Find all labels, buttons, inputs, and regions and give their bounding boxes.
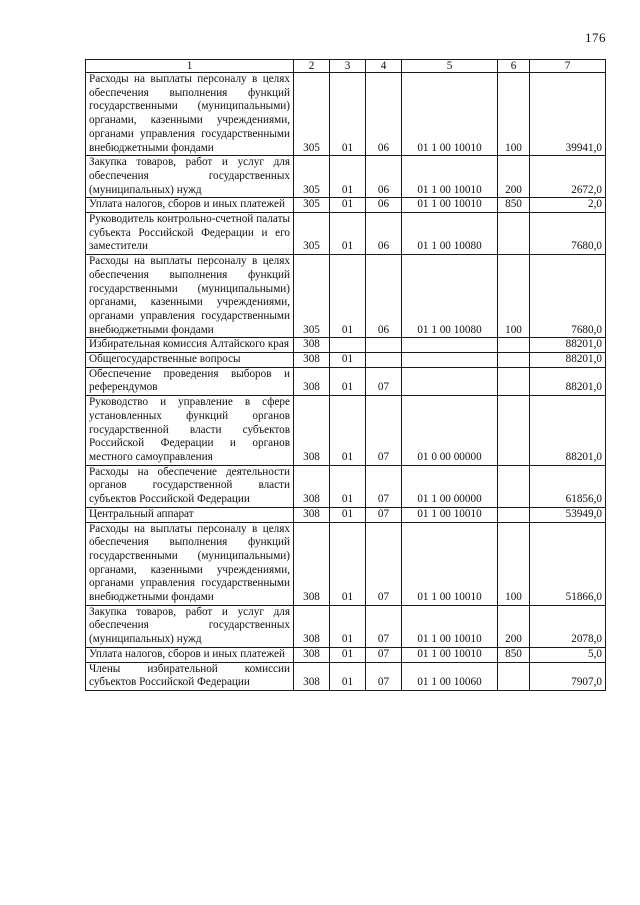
row-name-cell: Обеспечение проведения выборов и референдумов bbox=[86, 367, 294, 395]
ministry-code-cell: 308 bbox=[294, 507, 330, 522]
table-row bbox=[86, 353, 606, 368]
amount-cell: 7680,0 bbox=[530, 213, 606, 255]
target-article-cell: 01 1 00 10060 bbox=[402, 662, 498, 690]
expense-type-cell bbox=[498, 507, 530, 522]
row-name-cell: Члены избирательной комиссии субъектов Российской Федерации bbox=[86, 662, 294, 690]
column-header-section: 3 bbox=[330, 60, 366, 73]
row-name-cell: Центральный аппарат bbox=[86, 507, 294, 522]
section-code-cell: 01 bbox=[330, 662, 366, 690]
target-article-cell: 01 1 00 10010 bbox=[402, 156, 498, 198]
ministry-code-cell: 308 bbox=[294, 662, 330, 690]
row-name-cell: Уплата налогов, сборов и иных платежей bbox=[86, 198, 294, 213]
column-header-name: 1 bbox=[86, 60, 294, 73]
amount-cell: 51866,0 bbox=[530, 522, 606, 605]
table-row bbox=[86, 647, 606, 662]
ministry-code-cell: 308 bbox=[294, 465, 330, 507]
expense-type-cell bbox=[498, 662, 530, 690]
row-name-cell: Руководитель контрольно-счетной палаты субъекта Российской Федерации и его заместители bbox=[86, 213, 294, 255]
table-row bbox=[86, 73, 606, 156]
ministry-code-cell: 305 bbox=[294, 255, 330, 338]
subsection-code-cell: 07 bbox=[366, 396, 402, 466]
table-row bbox=[86, 662, 606, 690]
amount-cell: 39941,0 bbox=[530, 73, 606, 156]
amount-cell: 7680,0 bbox=[530, 255, 606, 338]
row-name-cell: Расходы на выплаты персоналу в целях обеспечения выполнения функций государственными (муниципальными) органами, казенными учреждениями, органами управления государственными внебюджетными фондами bbox=[86, 73, 294, 156]
expense-type-cell bbox=[498, 396, 530, 466]
subsection-code-cell: 06 bbox=[366, 73, 402, 156]
table-row bbox=[86, 522, 606, 605]
amount-cell: 5,0 bbox=[530, 647, 606, 662]
subsection-code-cell: 07 bbox=[366, 465, 402, 507]
section-code-cell: 01 bbox=[330, 353, 366, 368]
target-article-cell: 01 1 00 10080 bbox=[402, 255, 498, 338]
expense-type-cell: 100 bbox=[498, 255, 530, 338]
table-row bbox=[86, 338, 606, 353]
amount-cell: 2,0 bbox=[530, 198, 606, 213]
ministry-code-cell: 308 bbox=[294, 367, 330, 395]
target-article-cell bbox=[402, 338, 498, 353]
column-header-subsection: 4 bbox=[366, 60, 402, 73]
column-header-target-article: 5 bbox=[402, 60, 498, 73]
expense-type-cell: 100 bbox=[498, 522, 530, 605]
target-article-cell: 01 1 00 10010 bbox=[402, 73, 498, 156]
budget-table bbox=[85, 59, 606, 691]
subsection-code-cell: 07 bbox=[366, 605, 402, 647]
row-name-cell: Руководство и управление в сфере установленных функций органов государственной власти субъектов Российской Федерации и органов местного самоуправления bbox=[86, 396, 294, 466]
subsection-code-cell: 06 bbox=[366, 255, 402, 338]
expense-type-cell bbox=[498, 465, 530, 507]
amount-cell: 88201,0 bbox=[530, 396, 606, 466]
subsection-code-cell: 07 bbox=[366, 647, 402, 662]
amount-cell: 2078,0 bbox=[530, 605, 606, 647]
row-name-cell: Расходы на обеспечение деятельности органов государственной власти субъектов Российской Федерации bbox=[86, 465, 294, 507]
target-article-cell: 01 1 00 10010 bbox=[402, 507, 498, 522]
amount-cell: 88201,0 bbox=[530, 367, 606, 395]
ministry-code-cell: 308 bbox=[294, 396, 330, 466]
subsection-code-cell: 07 bbox=[366, 507, 402, 522]
table-row bbox=[86, 367, 606, 395]
subsection-code-cell bbox=[366, 353, 402, 368]
subsection-code-cell: 07 bbox=[366, 662, 402, 690]
subsection-code-cell bbox=[366, 338, 402, 353]
row-name-cell: Уплата налогов, сборов и иных платежей bbox=[86, 647, 294, 662]
ministry-code-cell: 305 bbox=[294, 73, 330, 156]
column-header-ministry: 2 bbox=[294, 60, 330, 73]
column-header-amount: 7 bbox=[530, 60, 606, 73]
table-row bbox=[86, 396, 606, 466]
section-code-cell: 01 bbox=[330, 213, 366, 255]
section-code-cell: 01 bbox=[330, 396, 366, 466]
column-header-expense-type: 6 bbox=[498, 60, 530, 73]
amount-cell: 61856,0 bbox=[530, 465, 606, 507]
expense-type-cell: 100 bbox=[498, 73, 530, 156]
target-article-cell: 01 1 00 10010 bbox=[402, 198, 498, 213]
amount-cell: 88201,0 bbox=[530, 338, 606, 353]
row-name-cell: Общегосударственные вопросы bbox=[86, 353, 294, 368]
amount-cell: 7907,0 bbox=[530, 662, 606, 690]
expense-type-cell: 850 bbox=[498, 647, 530, 662]
section-code-cell: 01 bbox=[330, 198, 366, 213]
ministry-code-cell: 308 bbox=[294, 338, 330, 353]
section-code-cell: 01 bbox=[330, 367, 366, 395]
table-row bbox=[86, 156, 606, 198]
ministry-code-cell: 305 bbox=[294, 156, 330, 198]
ministry-code-cell: 308 bbox=[294, 605, 330, 647]
section-code-cell bbox=[330, 338, 366, 353]
ministry-code-cell: 308 bbox=[294, 353, 330, 368]
table-row bbox=[86, 198, 606, 213]
table-row bbox=[86, 255, 606, 338]
section-code-cell: 01 bbox=[330, 156, 366, 198]
target-article-cell: 01 1 00 10010 bbox=[402, 522, 498, 605]
amount-cell: 53949,0 bbox=[530, 507, 606, 522]
subsection-code-cell: 07 bbox=[366, 367, 402, 395]
subsection-code-cell: 06 bbox=[366, 198, 402, 213]
table-row bbox=[86, 605, 606, 647]
target-article-cell bbox=[402, 367, 498, 395]
expense-type-cell: 200 bbox=[498, 605, 530, 647]
target-article-cell: 01 0 00 00000 bbox=[402, 396, 498, 466]
expense-type-cell: 200 bbox=[498, 156, 530, 198]
ministry-code-cell: 308 bbox=[294, 522, 330, 605]
row-name-cell: Избирательная комиссия Алтайского края bbox=[86, 338, 294, 353]
target-article-cell: 01 1 00 10010 bbox=[402, 647, 498, 662]
amount-cell: 88201,0 bbox=[530, 353, 606, 368]
section-code-cell: 01 bbox=[330, 73, 366, 156]
expense-type-cell bbox=[498, 213, 530, 255]
ministry-code-cell: 308 bbox=[294, 647, 330, 662]
subsection-code-cell: 06 bbox=[366, 213, 402, 255]
section-code-cell: 01 bbox=[330, 465, 366, 507]
table-body bbox=[86, 73, 606, 691]
section-code-cell: 01 bbox=[330, 522, 366, 605]
amount-cell: 2672,0 bbox=[530, 156, 606, 198]
expense-type-cell: 850 bbox=[498, 198, 530, 213]
ministry-code-cell: 305 bbox=[294, 213, 330, 255]
target-article-cell: 01 1 00 00000 bbox=[402, 465, 498, 507]
section-code-cell: 01 bbox=[330, 507, 366, 522]
row-name-cell: Расходы на выплаты персоналу в целях обеспечения выполнения функций государственными (муниципальными) органами, казенными учреждениями, органами управления государственными внебюджетными фондами bbox=[86, 522, 294, 605]
ministry-code-cell: 305 bbox=[294, 198, 330, 213]
row-name-cell: Закупка товаров, работ и услуг для обеспечения государственных (муниципальных) нужд bbox=[86, 156, 294, 198]
subsection-code-cell: 06 bbox=[366, 156, 402, 198]
expense-type-cell bbox=[498, 353, 530, 368]
section-code-cell: 01 bbox=[330, 255, 366, 338]
table-row bbox=[86, 507, 606, 522]
section-code-cell: 01 bbox=[330, 647, 366, 662]
subsection-code-cell: 07 bbox=[366, 522, 402, 605]
table-row bbox=[86, 465, 606, 507]
section-code-cell: 01 bbox=[330, 605, 366, 647]
row-name-cell: Закупка товаров, работ и услуг для обеспечения государственных (муниципальных) нужд bbox=[86, 605, 294, 647]
row-name-cell: Расходы на выплаты персоналу в целях обеспечения выполнения функций государственными (муниципальными) органами, казенными учреждениями, органами управления государственными внебюджетными фондами bbox=[86, 255, 294, 338]
target-article-cell: 01 1 00 10080 bbox=[402, 213, 498, 255]
target-article-cell: 01 1 00 10010 bbox=[402, 605, 498, 647]
expense-type-cell bbox=[498, 367, 530, 395]
page-number: 176 bbox=[585, 30, 606, 45]
table-header-row bbox=[86, 60, 606, 73]
table-row bbox=[86, 213, 606, 255]
expense-type-cell bbox=[498, 338, 530, 353]
target-article-cell bbox=[402, 353, 498, 368]
